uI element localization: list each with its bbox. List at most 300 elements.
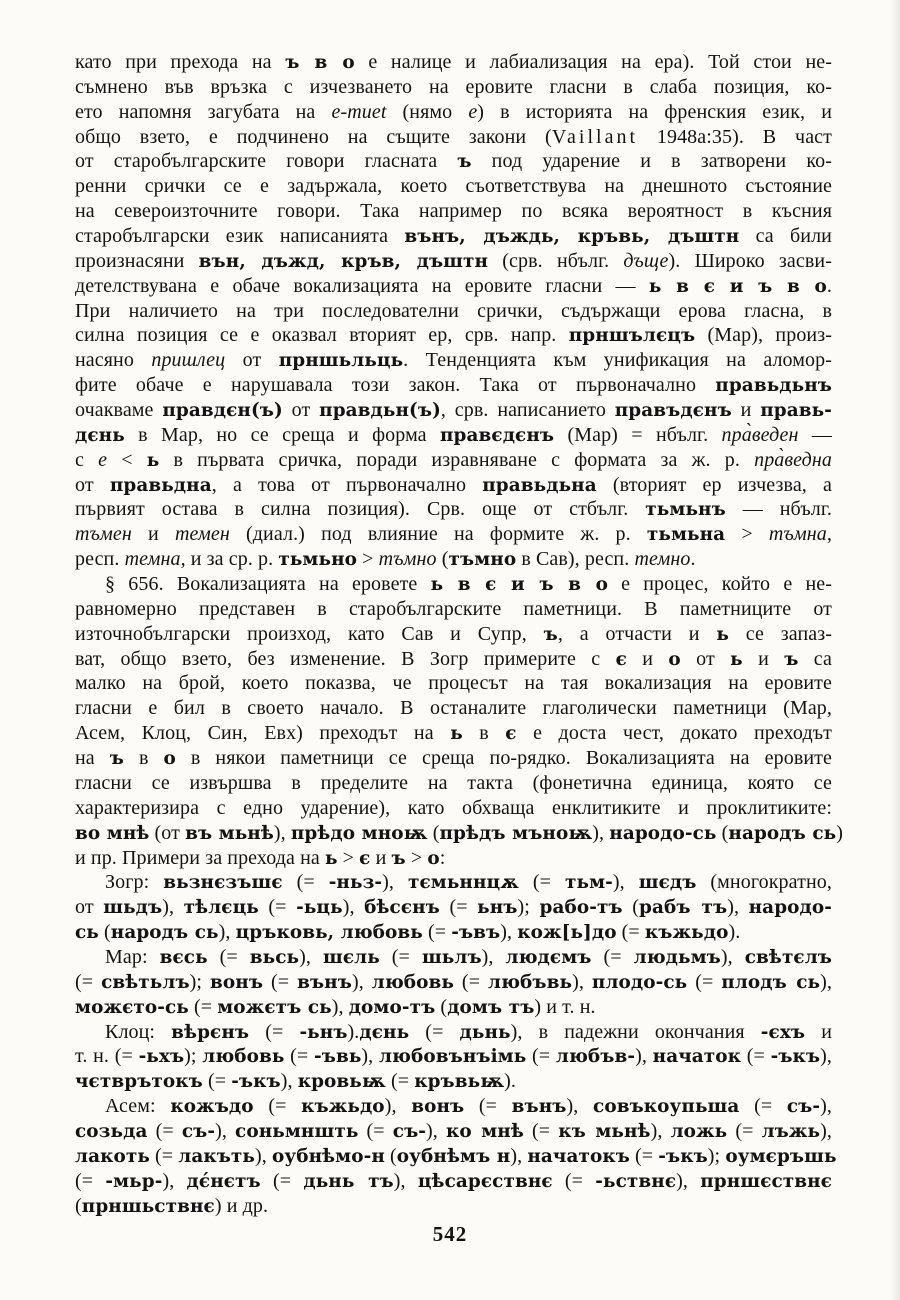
body-text: ), (273, 821, 291, 844)
body-text: (= (149, 1144, 179, 1167)
body-text: ренни срички се е задържала, което съответствува на днешното състояние (75, 175, 832, 198)
body-text: Клоц: (105, 1020, 172, 1043)
italic-text: пришлец (151, 349, 226, 372)
old-cyrillic-text: є (359, 847, 371, 869)
italic-text: тъмен (75, 523, 132, 546)
body-text: ), (820, 1095, 832, 1118)
text-line (75, 398, 832, 423)
page-number: 542 (432, 1222, 468, 1246)
old-cyrillic-text: кръвьѭ (414, 1071, 505, 1093)
old-cyrillic-text: народъ сь (110, 922, 219, 944)
old-cyrillic-text: дєнь (359, 1021, 410, 1043)
body-text: и за ср. р. (185, 548, 279, 571)
text-line (75, 199, 832, 224)
body-text: § 656. Вокализацията на еровете (105, 573, 431, 596)
old-cyrillic-text: тъмно (448, 549, 517, 571)
old-cyrillic-text: вънъ (511, 1096, 567, 1118)
body-text: ), (612, 871, 639, 894)
old-cyrillic-text: ъ (391, 847, 406, 869)
body-text: общо взето, е подчинено на същите закони ( (75, 125, 552, 148)
old-cyrillic-text: плодо-сь (591, 971, 688, 993)
body-text: (= (741, 1045, 771, 1068)
body-text: ), (162, 896, 184, 919)
text-line (75, 771, 832, 796)
old-cyrillic-text: дьнь (459, 1021, 511, 1043)
body-text: и (626, 647, 669, 670)
old-cyrillic-text: народъ сь (728, 822, 837, 844)
body-text: е налице и лабиализация на ера). Той стои не- (354, 51, 832, 73)
old-cyrillic-text: вѣрєнъ (171, 1021, 250, 1043)
old-cyrillic-text: шєль (323, 946, 380, 968)
old-cyrillic-text: є (505, 723, 517, 745)
old-cyrillic-text: ъ в о (285, 52, 355, 73)
body-text: ). (504, 1070, 517, 1093)
body-text: първият остава в силна позиция). Срв. още от стбълг. (75, 498, 646, 521)
body-text: ват, общо взето, без изменение. В Зогр примерите с (75, 647, 616, 670)
body-text: ), (361, 1045, 379, 1068)
text-line (75, 348, 832, 373)
body-text: (= (464, 1095, 512, 1118)
body-text: е доста чест, докато преходът (516, 722, 833, 745)
old-cyrillic-text: дьнь тъ (303, 1170, 394, 1192)
old-cyrillic-text: сь (75, 922, 99, 944)
text-line (75, 920, 832, 945)
old-cyrillic-text: домо-тъ (348, 996, 436, 1018)
body-text: ), (426, 1119, 446, 1142)
body-text: : (439, 846, 446, 869)
italic-text: пра̀веден (721, 423, 799, 446)
old-cyrillic-text: ь в є и ъ в о (648, 275, 827, 297)
body-text: ), (481, 945, 506, 968)
body-text: се запаз- (728, 622, 832, 645)
body-text: ); (184, 1045, 203, 1068)
body-text: Vaillant (551, 125, 639, 148)
old-cyrillic-text: созьда (75, 1120, 148, 1142)
text-line (75, 149, 832, 174)
text-line (75, 497, 832, 522)
text-line (75, 970, 832, 995)
body-text: гласни се извършва в пределите на такта (фонетична единица, която се (75, 771, 832, 794)
old-cyrillic-text: можєтъ сь (217, 996, 332, 1018)
old-cyrillic-text: -ъкъ (231, 1071, 281, 1093)
body-text: (= (282, 871, 329, 894)
old-cyrillic-text: ь (730, 648, 743, 670)
body-text: ); (517, 896, 540, 919)
old-cyrillic-text: дєнь (75, 424, 125, 446)
old-cyrillic-text: -мьр- (105, 1170, 163, 1192)
old-cyrillic-text: -ьхъ (138, 1046, 185, 1068)
body-text: > (337, 846, 360, 869)
old-cyrillic-text: тѣлєць (183, 897, 259, 919)
body-text: (= (202, 1070, 232, 1093)
text-line (75, 1094, 832, 1119)
old-cyrillic-text: вън, дъжд, кръв, дъштн (198, 250, 489, 272)
old-cyrillic-text: правдєн(ъ) (162, 400, 283, 422)
text-line (75, 522, 832, 547)
body-text: (нямо (386, 100, 469, 123)
body-text: малко на брой, което показва, че процесът на тая вокализация на еровите (75, 672, 832, 695)
body-text: от старобългарските говори гласната (75, 150, 458, 173)
old-cyrillic-text: прѣдъ мъноѭ (439, 822, 593, 844)
old-cyrillic-text: ьнъ (477, 897, 518, 919)
text-line (75, 174, 832, 199)
body-text: ), (393, 1169, 418, 1192)
body-text: източнобългарски произход, като Сав и Супр, (75, 622, 544, 645)
body-text: (= (75, 970, 102, 993)
body-text: ( (75, 1194, 82, 1217)
body-text: ); (189, 970, 211, 993)
old-cyrillic-text: -ньз- (328, 872, 383, 894)
body-text: — (798, 423, 832, 446)
body-text: произнасяни (75, 249, 199, 272)
old-cyrillic-text: тємьннцѫ (407, 872, 519, 894)
body-text: ), (299, 945, 323, 968)
body-text: ), (720, 945, 745, 968)
body-text: Асем, Клоц, Син, Евх) преходът на (75, 722, 451, 745)
text-line (75, 622, 832, 647)
body-text: ), (382, 871, 408, 894)
old-cyrillic-text: кровьѭ (297, 1071, 386, 1093)
old-cyrillic-text: ъ (109, 748, 124, 770)
old-cyrillic-text: любъв- (555, 1046, 636, 1068)
body-text: Асем: (105, 1095, 171, 1118)
old-cyrillic-text: любовь (371, 971, 454, 993)
old-cyrillic-text: ь (716, 623, 729, 645)
old-cyrillic-text: свѣтьлъ (101, 971, 190, 993)
text-line (75, 323, 832, 348)
old-cyrillic-text: -ьствнє (595, 1170, 677, 1192)
body-text: ), (820, 1119, 832, 1142)
body-text: детелствувана е обаче вокализацията на еровите гласни — (75, 274, 649, 297)
body-text: Зогр: (105, 871, 164, 894)
body-text: насяно (75, 349, 152, 372)
body-text: ), (280, 1070, 298, 1093)
old-cyrillic-text: ъ (543, 623, 558, 645)
body-text: ( (427, 821, 440, 844)
old-cyrillic-text: вьсь (249, 946, 300, 968)
old-cyrillic-text: домъ тъ (447, 996, 535, 1018)
old-cyrillic-text: свѣтєлъ (744, 946, 833, 968)
body-text: (= (439, 896, 478, 919)
body-text: > (405, 846, 428, 869)
text-block (75, 50, 844, 1218)
body-text: (= (422, 921, 452, 944)
text-line (75, 224, 832, 249)
text-line (75, 1069, 832, 1094)
italic-text: е (468, 100, 478, 123)
old-cyrillic-text: вънъ, дъждь, кръвь, дъштн (404, 226, 740, 248)
body-text: (= (453, 970, 489, 993)
body-text: от (282, 399, 320, 422)
body-text: (многократно, (696, 871, 832, 894)
text-line (75, 647, 832, 672)
italic-text: тъмна, (768, 523, 832, 546)
old-cyrillic-text: -ъвь (314, 1046, 362, 1068)
body-text: ), (384, 1095, 412, 1118)
old-cyrillic-text: прншєствнє (700, 1170, 833, 1192)
old-cyrillic-text: ложь (670, 1120, 728, 1142)
body-text: (= (260, 1169, 304, 1192)
old-cyrillic-text: тьмьна (646, 524, 726, 546)
old-cyrillic-text: правъдєнъ (614, 400, 732, 422)
old-cyrillic-text: ь (450, 723, 463, 745)
text-line (75, 746, 832, 771)
old-cyrillic-text: къжьдо (644, 922, 729, 944)
body-text: ) и др. (214, 1194, 269, 1217)
body-text: от (75, 896, 104, 919)
old-cyrillic-text: шєдъ (638, 872, 697, 894)
body-text: ( (384, 1144, 397, 1167)
text-line (75, 473, 832, 498)
body-text: ). Широко засви- (668, 249, 832, 272)
text-line (75, 299, 832, 324)
old-cyrillic-text: совъкоупьша (593, 1096, 740, 1118)
body-text: ) (836, 821, 844, 844)
text-line (75, 1119, 832, 1144)
body-text: в някои паметници се среща по-рядко. Вокализацията на еровите (175, 747, 832, 770)
text-line (75, 423, 832, 448)
body-text: ), (820, 970, 832, 993)
old-cyrillic-text: -ъвъ (451, 922, 501, 944)
body-text: > (725, 523, 769, 546)
old-cyrillic-text: чєтврътокъ (75, 1071, 203, 1093)
body-text: ), (500, 921, 518, 944)
body-text: ), (218, 921, 236, 944)
body-text: и (131, 523, 175, 546)
body-text: (= (616, 921, 645, 944)
body-text: ( (436, 548, 449, 571)
old-cyrillic-text: ъ (457, 151, 472, 173)
text-line (75, 100, 832, 125)
text-line (75, 1169, 832, 1194)
old-cyrillic-text: вънъ (297, 971, 352, 993)
body-text: (= (75, 1169, 106, 1192)
body-text: в (462, 722, 506, 745)
body-text: под ударение и в затворени ко- (471, 150, 832, 173)
body-text: (от (149, 821, 186, 844)
body-text: на (75, 747, 110, 770)
old-cyrillic-text: кож[ь]до (517, 922, 617, 944)
body-text: (Мар) = нбълг. (554, 423, 722, 446)
body-text: гласни е бил в своето начало. В останалите глаголически паметници (Мар, (75, 697, 832, 720)
body-text: . (690, 548, 696, 571)
old-cyrillic-text: вонъ (210, 971, 264, 993)
old-cyrillic-text: лъжь (761, 1120, 821, 1142)
text-line (75, 547, 832, 572)
old-cyrillic-text: начаток (652, 1046, 742, 1068)
italic-text: пра̀ведна (754, 448, 832, 471)
body-text: (срв. нбълг. (488, 249, 624, 272)
old-cyrillic-text: ь в є и ъ в о (430, 574, 608, 596)
body-text: (вторият ер изчезва, а (596, 473, 832, 496)
old-cyrillic-text: дє́нєтъ (186, 1170, 261, 1192)
italic-text: темен (174, 523, 230, 546)
body-text: (диал.) под влияние на формите ж. р. (229, 523, 647, 546)
body-text: (Мар), произ- (695, 324, 832, 347)
body-text: ), (215, 1119, 236, 1142)
old-cyrillic-text: -єхъ (760, 1021, 806, 1043)
old-cyrillic-text: народо- (748, 897, 832, 919)
body-text: са били (739, 225, 832, 248)
old-cyrillic-text: вонъ (411, 1096, 465, 1118)
old-cyrillic-text: народо-сь (609, 822, 717, 844)
body-text: (= (727, 1119, 762, 1142)
text-line (75, 597, 832, 622)
body-text: (= (409, 1020, 460, 1043)
body-text: в първата сричка, поради изравняване с формата за ж. р. (159, 448, 755, 471)
old-cyrillic-text: любовь (202, 1046, 285, 1068)
body-text: съмнено във връзка с изчезването на еровите гласни в слаба позиция, ко- (75, 75, 832, 98)
text-line (75, 274, 832, 299)
body-text: и пр. Примери за прехода на (75, 846, 325, 869)
old-cyrillic-text: любовънъімь (378, 1046, 527, 1068)
body-text: като при прехода на (75, 51, 286, 73)
body-text: (= (739, 1095, 787, 1118)
old-cyrillic-text: -ъкъ (658, 1145, 708, 1167)
body-text: ), (351, 970, 372, 993)
body-text: и (370, 846, 392, 869)
old-cyrillic-text: прѣдо мноѭ (290, 822, 428, 844)
body-text: Мар: (105, 945, 160, 968)
body-text: ); (707, 1144, 726, 1167)
body-text: 1948a:35). В част (638, 125, 832, 148)
body-text: . (826, 274, 833, 297)
old-cyrillic-text: соньмншть (235, 1120, 359, 1142)
body-text: от (75, 473, 110, 496)
body-text: в (124, 747, 164, 770)
old-cyrillic-text: о (163, 748, 176, 770)
old-cyrillic-text: можєто-сь (75, 996, 189, 1018)
old-cyrillic-text: къжьдо (301, 1096, 385, 1118)
body-text: (= (147, 1119, 182, 1142)
text-line (75, 1044, 832, 1069)
text-line (75, 821, 844, 846)
body-text: (= (249, 1020, 300, 1043)
old-cyrillic-text: правдьн(ъ) (319, 400, 441, 422)
body-text: (= (523, 1119, 559, 1142)
old-cyrillic-text: къ мьнѣ (558, 1120, 651, 1142)
body-text: , а отчасти и (557, 622, 717, 645)
body-text: > (357, 548, 379, 571)
old-cyrillic-text: съ- (392, 1120, 427, 1142)
body-text: (= (629, 1144, 659, 1167)
body-text: (= (518, 871, 565, 894)
body-text: (= (263, 970, 298, 993)
body-text: т. н. (= (75, 1045, 139, 1068)
old-cyrillic-text: о (427, 847, 440, 869)
body-text: (= (284, 1045, 315, 1068)
body-text: (= (188, 995, 218, 1018)
old-cyrillic-text: ь (324, 847, 338, 869)
old-cyrillic-text: кожъдо (170, 1096, 254, 1118)
text-line (75, 249, 832, 274)
body-text: ( (622, 896, 639, 919)
body-text: — нбълг. (725, 498, 832, 521)
body-text: ) и т. н. (534, 995, 596, 1018)
old-cyrillic-text: ь (146, 449, 160, 471)
body-text: старобългарски език написанията (75, 225, 405, 248)
text-line (75, 50, 832, 75)
old-cyrillic-text: съ- (786, 1096, 821, 1118)
old-cyrillic-text: въ мьнѣ (185, 822, 274, 844)
old-cyrillic-text: правь- (760, 400, 832, 422)
old-cyrillic-text: бѣсєнъ (364, 897, 440, 919)
body-text: ( (716, 821, 729, 844)
old-cyrillic-text: тьмьно (278, 549, 358, 571)
italic-text: темно (634, 548, 691, 571)
body-text: ), (820, 1045, 832, 1068)
body-text: респ. (75, 548, 125, 571)
body-text: равномерно представен в старобългарските паметници. В паметниците от (75, 597, 832, 620)
body-text: . Тенденцията към унификация на аломор- (403, 349, 832, 372)
body-text: (= (207, 945, 250, 968)
body-text: , срв. написанието (440, 399, 615, 422)
body-text: (= (385, 1070, 415, 1093)
body-text: (= (591, 945, 634, 968)
old-cyrillic-text: плодъ сь (721, 971, 821, 993)
body-text: При наличието на три последователни срички, съдържащи ерова гласна, в (75, 299, 832, 322)
body-text: , а това от първоначално (211, 473, 483, 496)
body-text: характеризира с едно ударение), като обхваща енклитиките и проклитиките: (75, 796, 832, 819)
text-line (75, 373, 832, 398)
body-text: (= (358, 1119, 393, 1142)
old-cyrillic-text: правьдьна (482, 474, 597, 496)
italic-text: тъмно (378, 548, 437, 571)
old-cyrillic-text: рабо-тъ (539, 897, 623, 919)
italic-text: дъще (623, 249, 669, 272)
body-text: ), (331, 995, 349, 1018)
body-text: ). (728, 921, 741, 944)
old-cyrillic-text: о (668, 648, 681, 670)
old-cyrillic-text: шьдъ (103, 897, 163, 919)
body-text: ), (676, 1169, 701, 1192)
old-cyrillic-text: тьм- (565, 872, 613, 894)
text-line (75, 895, 832, 920)
text-line (75, 870, 832, 895)
body-text: от (680, 647, 731, 670)
text-line (75, 572, 832, 597)
text-line (75, 796, 832, 821)
body-text: (= (687, 970, 722, 993)
old-cyrillic-text: прншълєцъ (568, 325, 696, 347)
old-cyrillic-text: прншьльць (278, 350, 404, 372)
body-text: (= (379, 945, 422, 968)
body-text: ), (592, 821, 610, 844)
old-cyrillic-text: правьдьнъ (715, 375, 832, 397)
body-text: (= (258, 896, 297, 919)
old-cyrillic-text: людємъ (505, 946, 592, 968)
body-text: в Мар, но се среща и форма (124, 423, 440, 446)
old-cyrillic-text: цръковь, любовь (235, 922, 423, 944)
body-text: и (805, 1020, 833, 1043)
body-text: са (798, 647, 832, 670)
body-text: ), (572, 970, 592, 993)
body-text: (= (526, 1045, 556, 1068)
old-cyrillic-text: -ъкъ (770, 1046, 821, 1068)
old-cyrillic-text: ко мнѣ (445, 1120, 524, 1142)
text-line (75, 125, 832, 150)
body-text: и (731, 399, 761, 422)
body-text: ), (635, 1045, 653, 1068)
text-line (75, 448, 832, 473)
old-cyrillic-text: оубнѣмо-н (271, 1145, 385, 1167)
body-text: < (107, 448, 147, 471)
body-text: ), (342, 896, 365, 919)
old-cyrillic-text: во мнѣ (75, 822, 150, 844)
old-cyrillic-text: цѣсарєствнє (417, 1170, 553, 1192)
body-text: ( (435, 995, 448, 1018)
old-cyrillic-text: є (615, 648, 627, 670)
